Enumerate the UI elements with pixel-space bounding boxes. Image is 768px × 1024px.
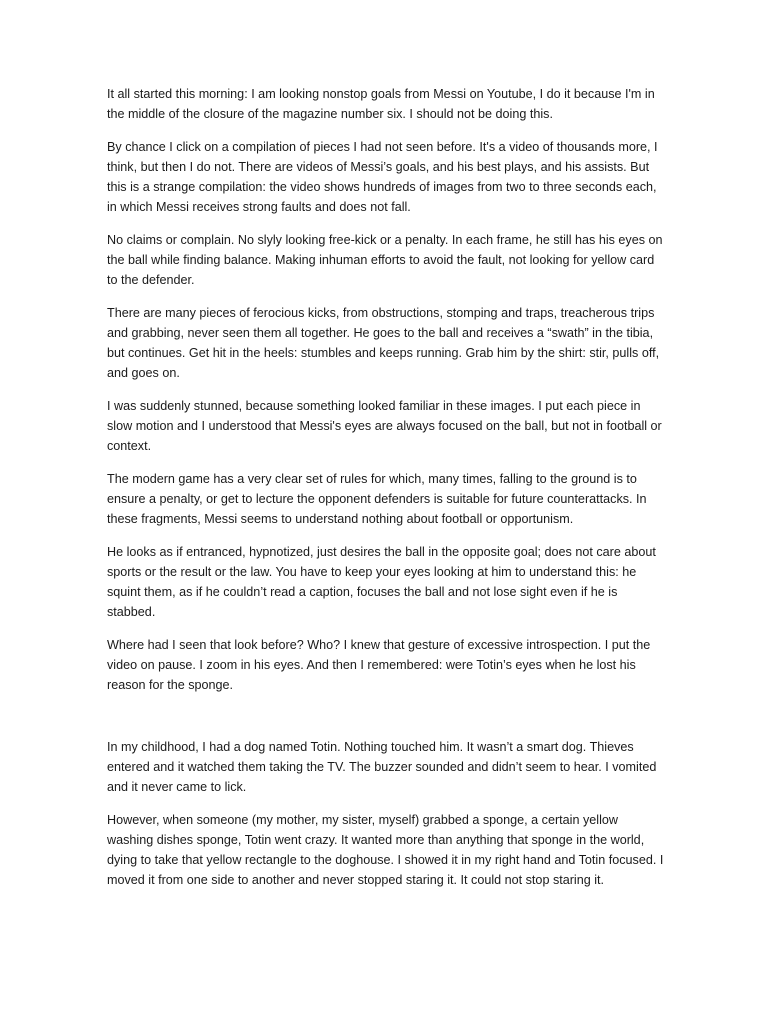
paragraph-5: I was suddenly stunned, because something looked familiar in these images. I put each piece in slow motion and I understood that Messi's eyes are always focused on the ball, but not in football or context. [107, 399, 662, 453]
paragraph-7: He looks as if entranced, hypnotized, just desires the ball in the opposite goal; does not care about sports or the result or the law. You have to keep your eyes looking at him to understand this: he squint them, as if he couldn’t read a caption, focuses the ball and not lose sight even if he is stabbed. [107, 545, 656, 619]
paragraph-3: No claims or complain. No slyly looking free-kick or a penalty. In each frame, he still has his eyes on the ball while finding balance. Making inhuman efforts to avoid the fault, not looking for yellow card to the defender. [107, 233, 663, 287]
paragraph-1: It all started this morning: I am looking nonstop goals from Messi on Youtube, I do it because I'm in the middle of the closure of the magazine number six. I should not be doing this. [107, 87, 655, 121]
paragraph-9: In my childhood, I had a dog named Totin. Nothing touched him. It wasn’t a smart dog. Thieves entered and it watched them taking the TV. The buzzer sounded and didn’t seem to hear. I vomited and it never came to lick. [107, 740, 657, 794]
paragraph-8: Where had I seen that look before? Who? I knew that gesture of excessive introspection. I put the video on pause. I zoom in his eyes. And then I remembered: were Totin’s eyes when he lost his reason for the sponge. [107, 638, 651, 692]
paragraph-4: There are many pieces of ferocious kicks, from obstructions, stomping and traps, treacherous trips and grabbing, never seen them all together. He goes to the ball and receives a “swath” in the tibia, but continues. Get hit in the heels: stumbles and keeps running. Grab him by the shirt: stir, pulls off, and goes on. [107, 306, 660, 380]
document-body [107, 84, 667, 903]
paragraph-6: The modern game has a very clear set of rules for which, many times, falling to the ground is to ensure a penalty, or get to lecture the opponent defenders is suitable for future counterattacks. In these fragments, Messi seems to understand nothing about football or opportunism. [107, 472, 647, 526]
paragraph-2: By chance I click on a compilation of pieces I had not seen before. It's a video of thousands more, I think, but then I do not. There are videos of Messi’s goals, and his best plays, and his assists. But this is a strange compilation: the video shows hundreds of images from two to three seconds each, in which Messi receives strong faults and does not fall. [107, 140, 658, 214]
paragraph-10: However, when someone (my mother, my sister, myself) grabbed a sponge, a certain yellow washing dishes sponge, Totin went crazy. It wanted more than anything that sponge in the world, dying to take that yellow rectangle to the doghouse. I showed it in my right hand and Totin focused. I moved it from one side to another and never stopped staring it. It could not stop staring it. [107, 813, 664, 887]
